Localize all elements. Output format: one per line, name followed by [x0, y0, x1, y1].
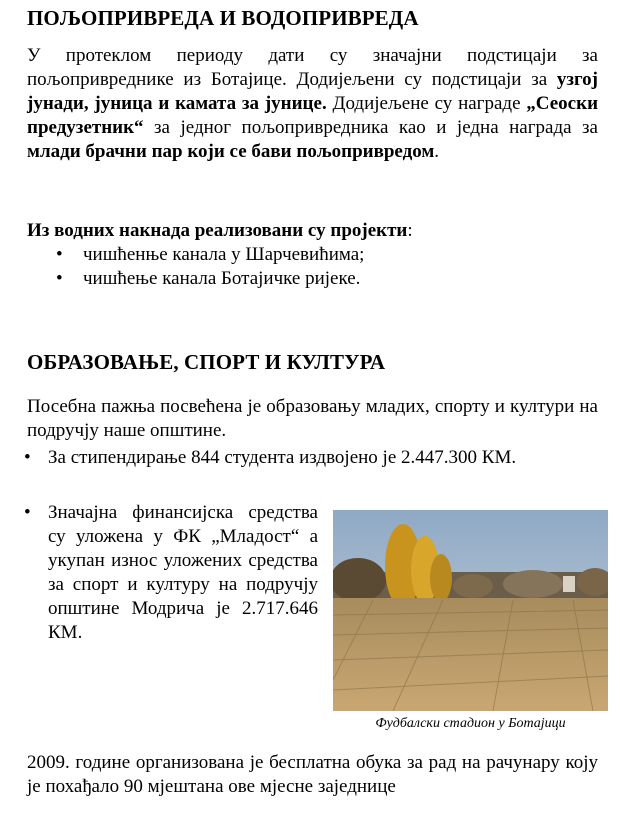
projects-list: [27, 243, 598, 291]
bullet-icon: •: [56, 268, 63, 289]
education-intro: Посебна пажња посвећена је образовању младих, спорту и култури на подручју наше општине.: [27, 396, 598, 441]
computer-training-paragraph: 2009. године организована је бесплатна обука за рад на рачунару коју је похађало 90 мјештана ове мјесне заједнице: [27, 752, 598, 797]
bullet-icon: •: [24, 502, 31, 523]
agriculture-paragraph: У протеклом периоду дати су значајни подстицаји за пољопривреднике из Ботајице. Додијељени су подстицаји за узгој јунади, јуница и камата за јунице. Додијељене су награде „Сеоски предузетник“ за једног пољопривредника као и једна награда за млади брачни пар који се бави пољопривредом.: [27, 45, 599, 162]
photo-caption: Фудбалски стадион у Ботајици: [375, 716, 566, 731]
section-title-agriculture: ПОЉОПРИВРЕДА И ВОДОПРИВРЕДА: [27, 6, 419, 30]
section-title-education: ОБРАЗОВАЊЕ, СПОРТ И КУЛТУРА: [27, 350, 386, 374]
projects-heading: Из водних накнада реализовани су пројекти:: [27, 220, 413, 241]
bullet-icon: •: [24, 447, 31, 468]
list-item: • чишћенње канала у Шарчевићима;: [56, 244, 365, 265]
funding-bullet: • Значајна финансијска средства су уложена у ФК „Младост“ а укупан износ уложених средства за спорт и културу на подручју општине Модрича је 2.717.646 КМ.: [24, 502, 318, 643]
stadium-photo: [333, 510, 608, 711]
list-item: • чишћење канала Ботајичке ријеке.: [56, 268, 361, 289]
scholarship-bullet: • За стипендирање 844 студента издвојено је 2.447.300 КМ.: [24, 447, 517, 468]
bullet-icon: •: [56, 244, 63, 265]
